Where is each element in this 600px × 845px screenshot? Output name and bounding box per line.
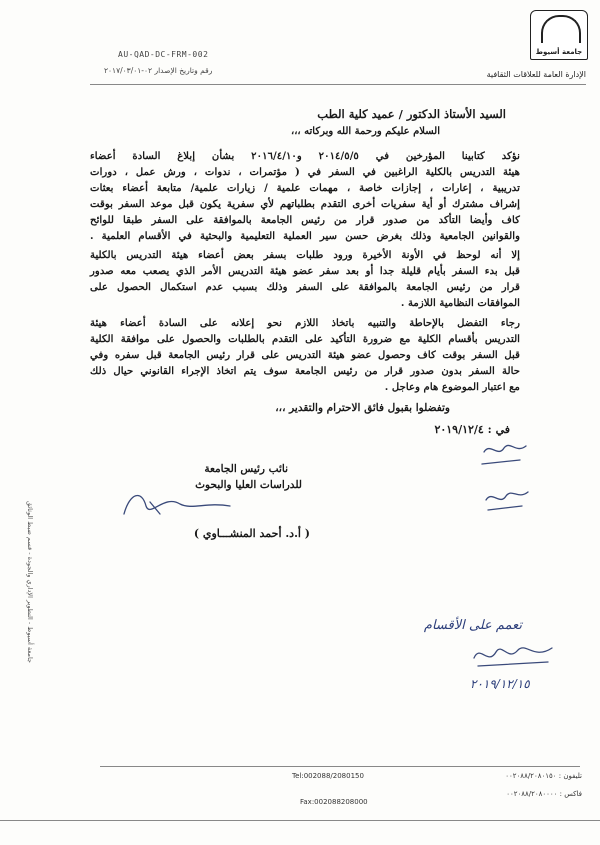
paragraph3-line: قبل السفر بوقت كاف وحصول عضو هيئة التدريس على قرار رئيس الجامعة قبل سفره وفي <box>90 349 520 361</box>
university-logo <box>530 10 588 60</box>
paragraph2-line: الموافقات النظامية اللازمة . <box>400 297 520 309</box>
paragraph3-line: التدريس بأقسام الكلية مع ضرورة التأكيد على التقدم بالطلبات والحصول على موافقة الكلية <box>90 333 520 345</box>
footer-fax-ar: فاكس : ٠٠٢٠٨٨/٢٠٨٠٠٠٠ <box>506 790 582 798</box>
closing-line: وتفضلوا بقبول فائق الاحترام والتقدير ،،، <box>275 402 450 414</box>
paragraph1-line: تدريبية ، إعارات ، إجازات خاصة ، مهمات علمية / زيارات علمية/ متابعة أعضاء بعثات <box>90 182 520 194</box>
initials-handwriting <box>476 440 536 520</box>
department-name: الإدارة العامة للعلاقات الثقافية <box>486 70 586 79</box>
signature-scribble <box>120 484 240 524</box>
footer-fax: Fax:002088208000 <box>300 798 368 806</box>
paragraph1-line: كاف وأيضا التأكد من صدور قرار من رئيس الجامعة بالموافقة على السفر طبقا للوائح <box>90 214 520 226</box>
handwritten-note: تعمم على الأقسام <box>423 618 522 633</box>
paragraph1-line: والقوانين الجامعية وذلك بغرض حسن سير العملية التعليمية والبحثية في الأقسام العلمية . <box>90 230 520 242</box>
paragraph1-line: هيئة التدريس بالكلية الراغبين في السفر في ( مؤتمرات ، ندوات ، ورش عمل ، دورات <box>90 166 520 178</box>
form-code: AU-QAD-DC-FRM-002 <box>118 50 209 59</box>
logo-text: جامعة أسيوط <box>535 48 583 56</box>
paragraph2-line: قبل بدء السفر بأيام قليلة جدا أو بعد سفر عضو هيئة التدريس الأمر الذي يصعب معه صدور <box>90 265 520 277</box>
letter-date: في : ٢٠١٩/١٢/٤ <box>434 423 510 436</box>
signatory-title: نائب رئيس الجامعة <box>204 463 288 475</box>
handwritten-signature <box>468 636 558 672</box>
footer-tel: Tel:002088/2080150 <box>292 772 364 780</box>
issue-number-date: رقم وتاريخ الإصدار ٠٢-٢٠١٧/٠٣/٠١ <box>104 66 213 75</box>
signatory-title-2: للدراسات العليا والبحوث <box>195 479 302 491</box>
footer-divider <box>100 766 580 767</box>
paragraph2-line: قرار من رئيس الجامعة بالموافقة على السفر وذلك بسبب عدم استكمال الحصول على <box>90 281 520 293</box>
paragraph2-line: إلا أنه لوحظ في الأونة الأخيرة ورود طلبات بسفر بعض أعضاء هيئة التدريس بالكلية <box>90 249 520 261</box>
paragraph3-line: رجاء التفضل بالإحاطة والتنبيه باتخاذ اللازم نحو إعلانه على السادة أعضاء هيئة <box>90 317 520 329</box>
signatory-name: ( أ.د. أحمد المنشـــاوي ) <box>193 527 310 540</box>
footer-tel-ar: تليفون : ٠٠٢٠٨٨/٢٠٨٠١٥٠ <box>505 772 582 780</box>
logo-emblem <box>541 15 581 43</box>
paragraph3-line: حالة السفر بدون صدور قرار من رئيس الجامعة سوف يتم اتخاذ الإجراء القانوني حيال ذلك <box>90 365 520 377</box>
recipient: السيد الأستاذ الدكتور / عميد كلية الطب <box>317 107 506 121</box>
paragraph3-line: مع اعتبار الموضوع هام وعاجل . <box>384 381 520 393</box>
greeting: السلام عليكم ورحمة الله وبركاته ،،، <box>290 126 440 137</box>
header-divider <box>90 84 586 85</box>
bottom-divider <box>0 820 600 821</box>
paragraph1-line: إشراف مشترك أو أية سفريات أخرى التقدم بطلباتهم لأي سفرية يكون قبل موعد السفر بوقت <box>90 198 520 210</box>
paragraph1-line: نؤكد كتابينا المؤرخين في ٢٠١٤/٥/٥ و٢٠١٦/٤/١٠ بشأن إبلاغ السادة أعضاء <box>90 150 520 162</box>
side-margin-text: جامعة أسيوط - التطوير الإداري والجودة - قسم ضبط الوثائق <box>26 500 34 664</box>
handwritten-date: ٢٠١٩/١٢/١٥ <box>470 677 530 691</box>
